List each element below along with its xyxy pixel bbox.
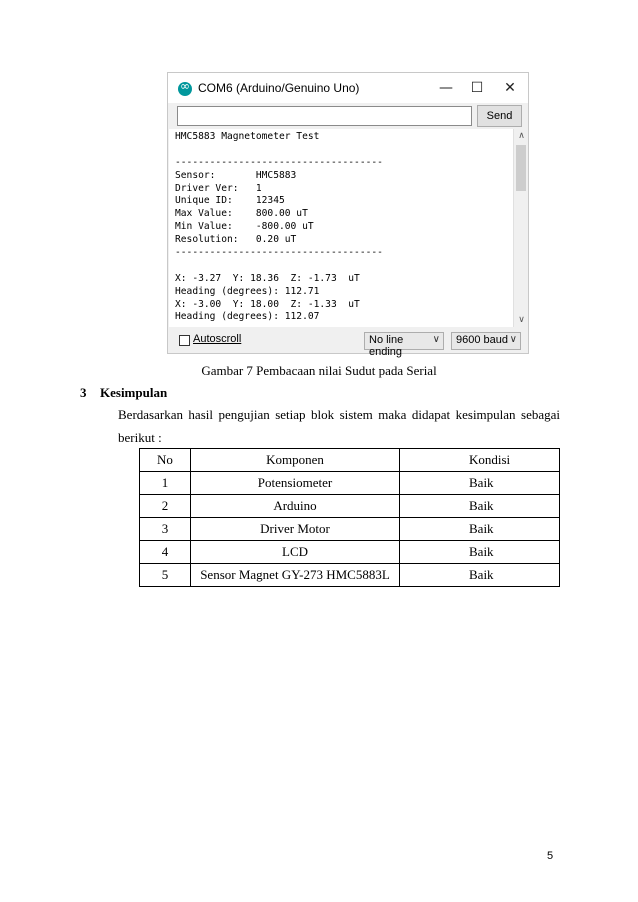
close-icon[interactable]: ✕	[504, 80, 516, 96]
serial-output-line: Driver Ver: 1	[175, 182, 262, 194]
serial-output-line: ------------------------------------	[175, 156, 383, 168]
serial-output-line: Resolution: 0.20 uT	[175, 234, 297, 246]
figure-caption: Gambar 7 Pembacaan nilai Sudut pada Serial	[201, 363, 437, 378]
section-title: Kesimpulan	[100, 385, 168, 400]
table-header-row	[140, 449, 560, 472]
header-komponen: Komponen	[191, 449, 400, 472]
table-row	[140, 472, 560, 495]
chevron-down-icon: ∨	[432, 334, 440, 345]
cell-no: 3	[140, 518, 191, 541]
serial-send-input[interactable]	[177, 106, 472, 126]
serial-bottom-bar	[168, 329, 528, 358]
autoscroll-label[interactable]: Autoscroll	[193, 333, 242, 345]
serial-output-line: X: -3.27 Y: 18.36 Z: -1.73 uT	[175, 272, 360, 284]
arduino-icon	[178, 82, 192, 96]
cell-komponen: Arduino	[191, 495, 400, 518]
cell-kondisi: Baik	[400, 541, 560, 564]
conclusion-paragraph: Berdasarkan hasil pengujian setiap blok sistem maka didapat kesimpulan sebagai berikut :	[118, 407, 560, 445]
baud-rate-value: 9600 baud	[456, 334, 508, 346]
cell-komponen: Driver Motor	[191, 518, 400, 541]
page-number: 5	[547, 850, 554, 862]
minimize-icon[interactable]: —	[439, 80, 453, 96]
maximize-icon[interactable]: ☐	[470, 80, 484, 96]
scrollbar-thumb[interactable]	[516, 145, 526, 191]
cell-komponen: Potensiometer	[191, 472, 400, 495]
results-table	[139, 448, 560, 587]
cell-komponen: Sensor Magnet GY-273 HMC5883L	[191, 564, 400, 587]
serial-output-line: HMC5883 Magnetometer Test	[175, 131, 320, 142]
autoscroll-checkbox[interactable]	[179, 335, 190, 346]
serial-output-line	[175, 144, 513, 157]
table-row	[140, 541, 560, 564]
serial-output-line: Unique ID: 12345	[175, 195, 285, 207]
serial-output-line	[175, 260, 513, 273]
serial-output-line: ------------------------------------	[175, 247, 383, 259]
cell-kondisi: Baik	[400, 495, 560, 518]
title-bar	[168, 73, 528, 103]
cell-no: 5	[140, 564, 191, 587]
header-kondisi: Kondisi	[400, 449, 560, 472]
serial-output-line: Min Value: -800.00 uT	[175, 221, 314, 233]
cell-kondisi: Baik	[400, 472, 560, 495]
cell-no: 1	[140, 472, 191, 495]
serial-output-line: Max Value: 800.00 uT	[175, 208, 308, 220]
line-ending-value: No line ending	[369, 334, 404, 358]
table-row	[140, 518, 560, 541]
vertical-scrollbar[interactable]	[513, 129, 528, 327]
cell-komponen: LCD	[191, 541, 400, 564]
window-title: COM6 (Arduino/Genuino Uno)	[198, 81, 360, 95]
header-no: No	[140, 449, 191, 472]
serial-monitor-window	[167, 72, 529, 358]
baud-rate-select[interactable]	[451, 332, 521, 350]
serial-output-line: X: -3.00 Y: 18.00 Z: -1.33 uT	[175, 298, 360, 310]
chevron-down-icon: ∨	[509, 334, 517, 345]
serial-output-area[interactable]	[169, 129, 513, 327]
serial-output-line: Heading (degrees): 112.71	[175, 285, 320, 297]
section-number: 3	[80, 385, 87, 400]
cell-no: 4	[140, 541, 191, 564]
table-row	[140, 495, 560, 518]
cell-no: 2	[140, 495, 191, 518]
scroll-down-icon[interactable]: ∨	[518, 315, 525, 325]
serial-output-line: Heading (degrees): 112.07	[175, 311, 320, 323]
cell-kondisi: Baik	[400, 518, 560, 541]
serial-output-line: Sensor: HMC5883	[175, 169, 297, 181]
scroll-up-icon[interactable]: ∧	[518, 131, 525, 141]
section-heading	[80, 385, 167, 401]
cell-kondisi: Baik	[400, 564, 560, 587]
send-button[interactable]: Send	[477, 105, 522, 127]
table-row	[140, 564, 560, 587]
line-ending-select[interactable]	[364, 332, 444, 358]
